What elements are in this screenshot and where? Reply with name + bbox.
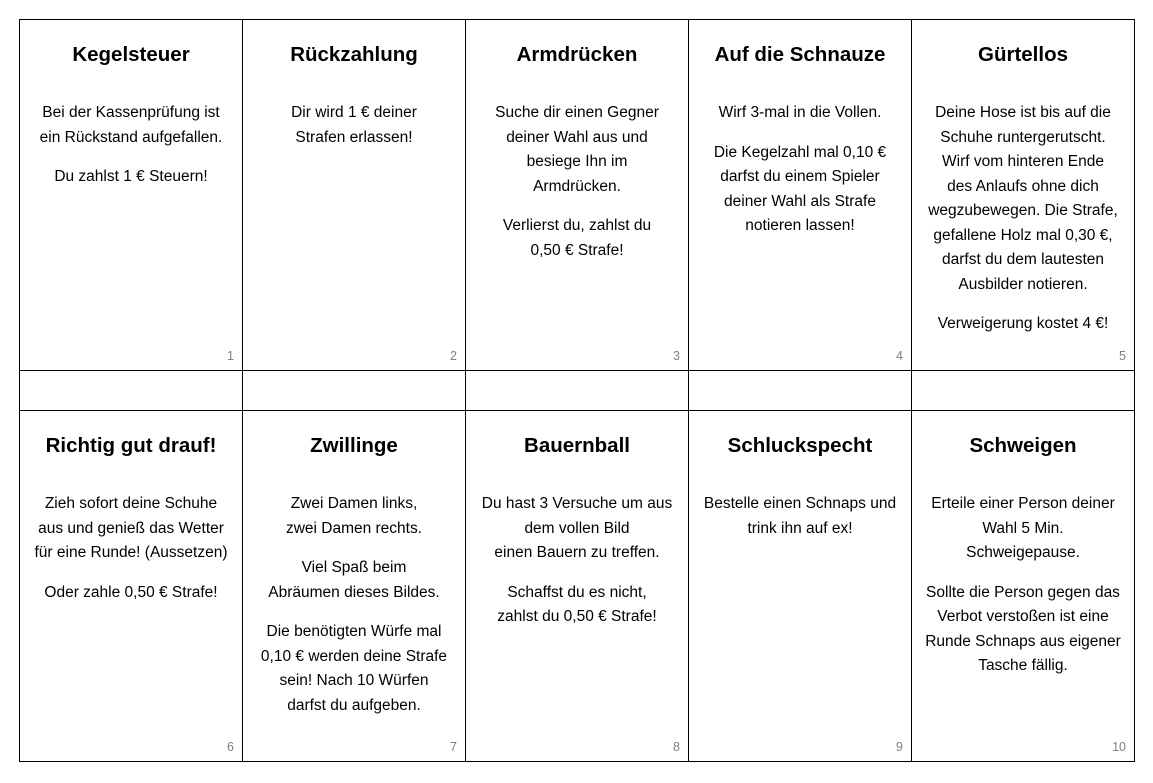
card-9 <box>689 411 912 762</box>
card-number: 2 <box>450 349 457 363</box>
card-number: 1 <box>227 349 234 363</box>
spacer-cell <box>912 371 1135 411</box>
card-body <box>466 411 688 761</box>
card-body <box>689 20 911 370</box>
card-5 <box>912 20 1135 371</box>
card-title: Rückzahlung <box>290 43 418 66</box>
card-body <box>20 20 242 370</box>
card-title: Richtig gut drauf! <box>45 434 217 457</box>
card-grid <box>19 19 1135 762</box>
card-1 <box>20 20 243 371</box>
card-number: 6 <box>227 740 234 754</box>
card-text: Oder zahle 0,50 € Strafe! <box>44 583 218 601</box>
card-8 <box>466 411 689 762</box>
card-text: Dir wird 1 € deiner Strafen erlassen! <box>291 104 417 146</box>
card-text: Sollte die Person gegen das Verbot verstoßen ist eine Runde Schnaps aus eigener Tasche fällig. <box>925 583 1121 674</box>
card-row-top <box>20 20 1135 371</box>
card-title: Schluckspecht <box>727 434 873 457</box>
card-text: Viel Spaß beim Abräumen dieses Bildes. <box>268 559 440 601</box>
card-body <box>466 20 688 370</box>
card-4 <box>689 20 912 371</box>
card-text: Bestelle einen Schnaps und trink ihn auf ex! <box>703 495 897 537</box>
card-text: Du zahlst 1 € Steuern! <box>54 168 208 185</box>
card-text: Verlierst du, zahlst du 0,50 € Strafe! <box>502 217 652 259</box>
card-title: Schweigen <box>969 434 1077 457</box>
card-text: Schaffst du es nicht, zahlst du 0,50 € Strafe! <box>497 583 657 625</box>
card-body <box>912 411 1134 761</box>
card-text: Erteile einer Person deiner Wahl 5 Min. Schweigepause. <box>931 495 1115 561</box>
card-text: Suche dir einen Gegner deiner Wahl aus und besiege Ihn im Armdrücken. <box>495 104 659 195</box>
card-title: Auf die Schnauze <box>714 43 886 66</box>
card-body <box>243 411 465 761</box>
card-number: 9 <box>896 740 903 754</box>
spacer-cell <box>466 371 689 411</box>
card-7 <box>243 411 466 762</box>
card-text: Die benötigten Würfe mal 0,10 € werden deine Strafe sein! Nach 10 Würfen darfst du aufgeben. <box>260 623 448 714</box>
card-number: 4 <box>896 349 903 363</box>
card-text: Zwei Damen links, zwei Damen rechts. <box>285 495 423 537</box>
spacer-row <box>20 371 1135 411</box>
card-6 <box>20 411 243 762</box>
card-body <box>20 411 242 761</box>
card-text: Wirf 3-mal in die Vollen. <box>718 104 882 121</box>
card-number: 3 <box>673 349 680 363</box>
card-body <box>243 20 465 370</box>
card-title: Kegelsteuer <box>72 43 190 66</box>
card-number: 10 <box>1112 740 1126 754</box>
card-title: Armdrücken <box>516 43 638 66</box>
spacer-cell <box>689 371 912 411</box>
card-text: Bei der Kassenprüfung ist ein Rückstand aufgefallen. <box>39 104 223 146</box>
card-text: Zieh sofort deine Schuhe aus und genieß das Wetter für eine Runde! (Aussetzen) <box>34 495 228 561</box>
card-body <box>689 411 911 761</box>
spacer-cell <box>20 371 243 411</box>
spacer-cell <box>243 371 466 411</box>
card-10 <box>912 411 1135 762</box>
card-number: 7 <box>450 740 457 754</box>
card-number: 8 <box>673 740 680 754</box>
card-number: 5 <box>1119 349 1126 363</box>
card-text: Du hast 3 Versuche um aus dem vollen Bild einen Bauern zu treffen. <box>481 495 673 561</box>
card-text: Die Kegelzahl mal 0,10 € darfst du einem Spieler deiner Wahl als Strafe notieren lassen! <box>713 143 887 234</box>
card-title: Bauernball <box>524 434 630 457</box>
card-3 <box>466 20 689 371</box>
card-body <box>912 20 1134 370</box>
card-text: Verweigerung kostet 4 €! <box>937 315 1109 332</box>
card-row-bottom <box>20 411 1135 762</box>
card-text: Deine Hose ist bis auf die Schuhe runtergerutscht. Wirf vom hinteren Ende des Anlaufs ohne dich wegzubewegen. Die Strafe, gefallene Holz mal 0,30 €, darfst du dem lautesten Ausbilder notieren. <box>928 104 1118 293</box>
card-2 <box>243 20 466 371</box>
card-title: Gürtellos <box>978 43 1068 66</box>
card-title: Zwillinge <box>310 434 398 457</box>
